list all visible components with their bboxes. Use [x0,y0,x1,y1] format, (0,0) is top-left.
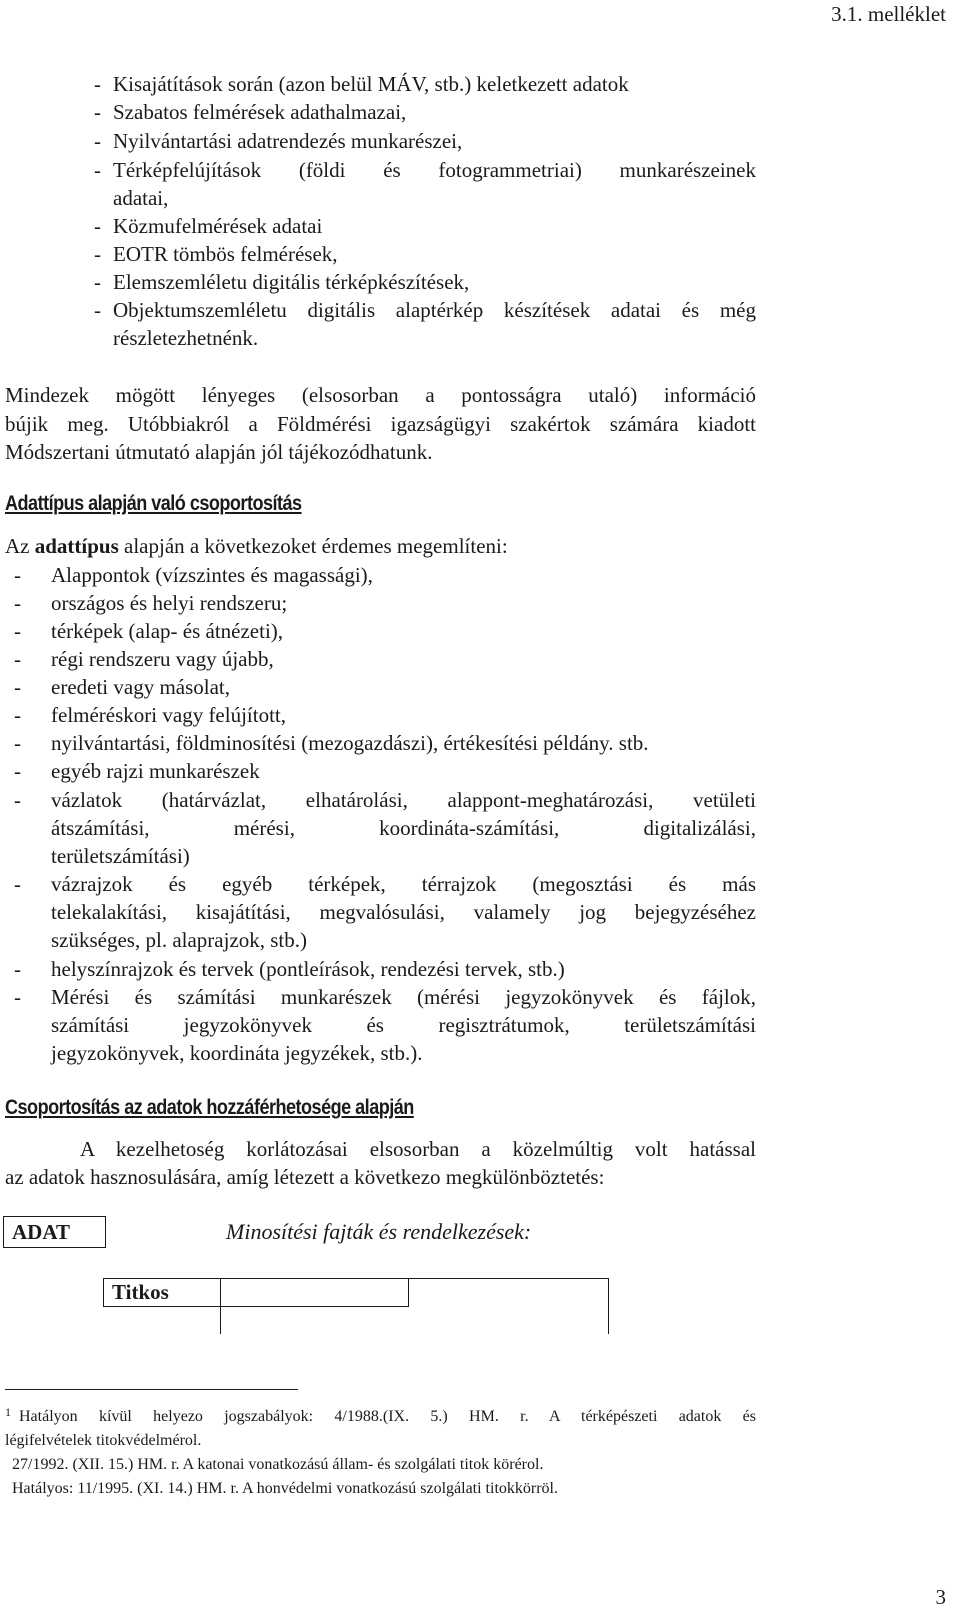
list-item: Mérési és számítási munkarészek (mérési jegyzokönyvek és fájlok, [51,985,756,1009]
footnote-line: Hatályos: 11/1995. (XI. 14.) HM. r. A honvédelmi vonatkozású szolgálati titokkörröl. [12,1480,558,1497]
list-bullet: - [14,788,21,812]
list-bullet: - [94,242,101,266]
paragraph-line: Módszertani útmutató alapján jól tájékozódhatunk. [5,440,433,464]
list-item-continuation: szükséges, pl. alaprajzok, stb.) [51,928,308,952]
list-bullet: - [94,298,101,322]
intro-text: alapján a következoket érdemes megemlíteni: [118,534,508,558]
paragraph-line: Mindezek mögött lényeges (elsosorban a pontosságra utaló) információ [5,383,756,407]
page-number: 3 [935,1585,946,1609]
list-item: felméréskori vagy felújított, [51,703,287,727]
list-item: Kisajátítások során (azon belül MÁV, stb.) keletkezett adatok [113,72,629,96]
data-type-intro [5,532,508,560]
footnote-separator [5,1389,298,1390]
connector-line [608,1278,609,1334]
paragraph-line: A kezelhetoség korlátozásai elsosorban a közelmúltig volt hatással [80,1137,756,1161]
paragraph-line: bújik meg. Utóbbiakról a Földmérési igazságügyi szakértok számára kiadott [5,412,756,436]
list-bullet: - [94,158,101,182]
list-item: Közmufelmérések adatai [113,214,323,238]
list-item: Elemszemléletu digitális térképkészítések, [113,270,470,294]
section-heading-data-type: Adattípus alapján való csoportosítás [5,492,302,515]
list-item: vázlatok (határvázlat, elhatárolási, alappont-meghatározási, vetületi [51,788,756,812]
intro-emphasis: adattípus [34,534,119,558]
list-bullet: - [14,872,21,896]
footnote-line: Hatályon kívül helyezo jogszabályok: 4/1988.(IX. 5.) HM. r. A térképészeti adatok és [19,1408,756,1425]
list-item: országos és helyi rendszeru; [51,591,288,615]
list-item: EOTR tömbös felmérések, [113,242,338,266]
list-bullet: - [14,647,21,671]
intro-text: Az [5,534,35,558]
list-item: Szabatos felmérések adathalmazai, [113,100,407,124]
list-item-continuation: részletezhetnénk. [113,326,259,350]
page-header-annex-label: 3.1. melléklet [831,2,946,26]
list-bullet: - [94,270,101,294]
list-item: térképek (alap- és átnézeti), [51,619,284,643]
list-item-continuation: területszámítási) [51,844,190,868]
list-item: egyéb rajzi munkarészek [51,759,260,783]
list-item: vázrajzok és egyéb térképek, térrajzok (megosztási és más [51,872,756,896]
list-bullet: - [14,957,21,981]
list-bullet: - [14,759,21,783]
list-bullet: - [94,100,101,124]
secret-box: Titkos [103,1278,409,1307]
list-bullet: - [94,72,101,96]
list-bullet: - [14,703,21,727]
list-bullet: - [14,591,21,615]
classification-caption: Minosítési fajták és rendelkezések: [226,1219,532,1244]
list-bullet: - [14,619,21,643]
list-bullet: - [94,129,101,153]
list-item-continuation: jegyzokönyvek, koordináta jegyzékek, stb.). [51,1041,423,1065]
list-item: helyszínrajzok és tervek (pontleírások, rendezési tervek, stb.) [51,957,565,981]
footnote-line: légifelvételek titokvédelmérol. [5,1432,202,1449]
list-item-continuation: átszámítási, mérési, koordináta-számítási, digitalizálási, [51,816,756,840]
list-bullet: - [94,214,101,238]
list-bullet: - [14,675,21,699]
paragraph-line: az adatok hasznosulására, amíg létezett a következo megkülönböztetés: [5,1165,605,1189]
footnote-line: 27/1992. (XII. 15.) HM. r. A katonai vonatkozású állam- és szolgálati titok körérol. [12,1456,544,1473]
list-item: Objektumszemléletu digitális alaptérkép készítések adatai és még [113,298,756,322]
list-bullet: - [14,731,21,755]
footnote-mark: 1 [5,1405,11,1419]
list-item-continuation: telekalakítási, kisajátítási, megvalósulási, valamely jog bejegyzéséhez [51,900,756,924]
list-item-continuation: számítási jegyzokönyvek és regisztrátumok, területszámítási [51,1013,756,1037]
list-item-continuation: adatai, [113,186,169,210]
list-item: Térképfelújítások (földi és fotogrammetriai) munkarészeinek [113,158,756,182]
list-item: Nyilvántartási adatrendezés munkarészei, [113,129,463,153]
list-item: régi rendszeru vagy újabb, [51,647,274,671]
data-box: ADAT [3,1216,106,1248]
list-item: nyilvántartási, földminosítési (mezogazdászi), értékesítési példány. stb. [51,731,649,755]
list-bullet: - [14,985,21,1009]
list-bullet: - [14,563,21,587]
list-item: Alappontok (vízszintes és magassági), [51,563,373,587]
section-heading-accessibility: Csoportosítás az adatok hozzáférhetosége alapján [5,1096,414,1119]
list-item: eredeti vagy másolat, [51,675,231,699]
